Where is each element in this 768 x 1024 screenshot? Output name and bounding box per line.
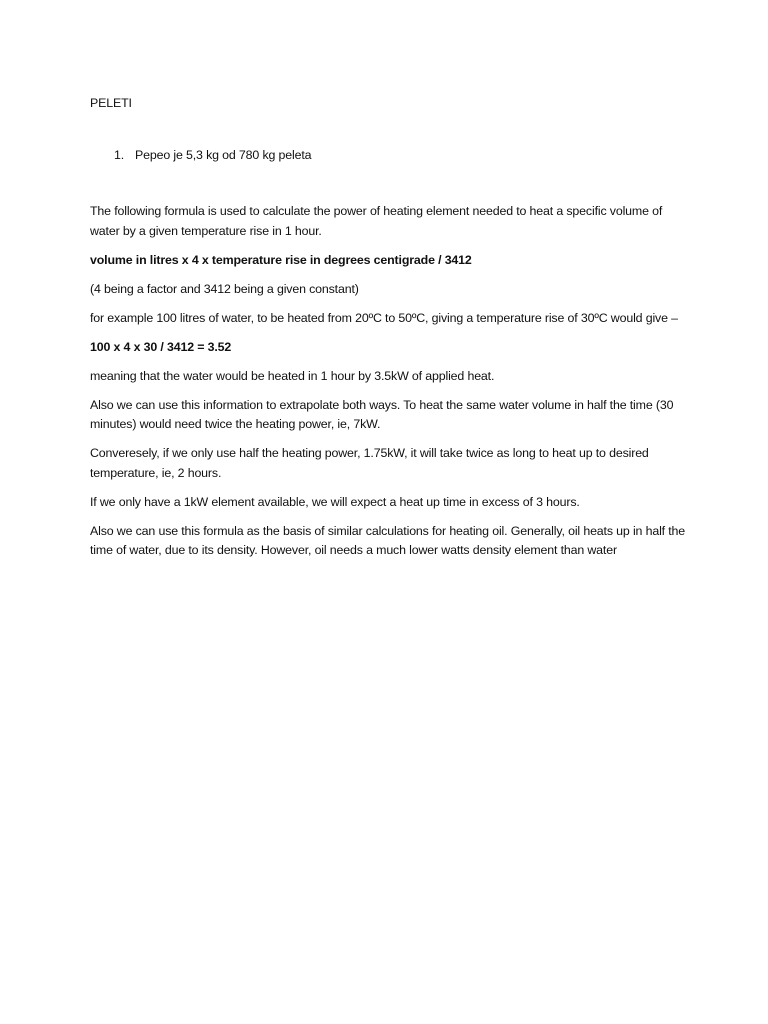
- paragraph-formula: volume in litres x 4 x temperature rise in degrees centigrade / 3412: [90, 252, 472, 267]
- paragraph-meaning: meaning that the water would be heated in 1 hour by 3.5kW of applied heat.: [90, 368, 495, 383]
- paragraph-conversely: Converesely, if we only use half the heating power, 1.75kW, it will take twice as long to heat up to desired temperature, ie, 2 hours.: [90, 446, 649, 480]
- paragraph-formula-intro: The following formula is used to calculate the power of heating element needed to heat a specific volume of water by a given temperature rise in 1 hour.: [90, 204, 663, 238]
- paragraph-1kw-element: If we only have a 1kW element available, we will expect a heat up time in excess of 3 hours.: [90, 494, 580, 509]
- list-item-number: 1.: [114, 147, 125, 162]
- paragraph-example-calculation: 100 x 4 x 30 / 3412 = 3.52: [90, 339, 232, 354]
- document-body: [90, 94, 690, 570]
- list-item: [90, 146, 690, 166]
- list-item-text: Pepeo je 5,3 kg od 780 kg peleta: [135, 147, 312, 162]
- paragraph-example: for example 100 litres of water, to be heated from 20ºC to 50ºC, giving a temperature rise of 30ºC would give –: [90, 310, 678, 325]
- paragraph-constant-note: (4 being a factor and 3412 being a given constant): [90, 281, 359, 296]
- paragraph-extrapolate: Also we can use this information to extrapolate both ways. To heat the same water volume in half the time (30 minutes) would need twice the heating power, ie, 7kW.: [90, 397, 674, 431]
- numbered-list: [90, 146, 690, 166]
- document-title: PELETI: [90, 96, 132, 110]
- paragraph-heating-oil: Also we can use this formula as the basis of similar calculations for heating oil. Generally, oil heats up in half the time of water, due to its density. However, oil needs a much lower watts density element than water: [90, 523, 686, 557]
